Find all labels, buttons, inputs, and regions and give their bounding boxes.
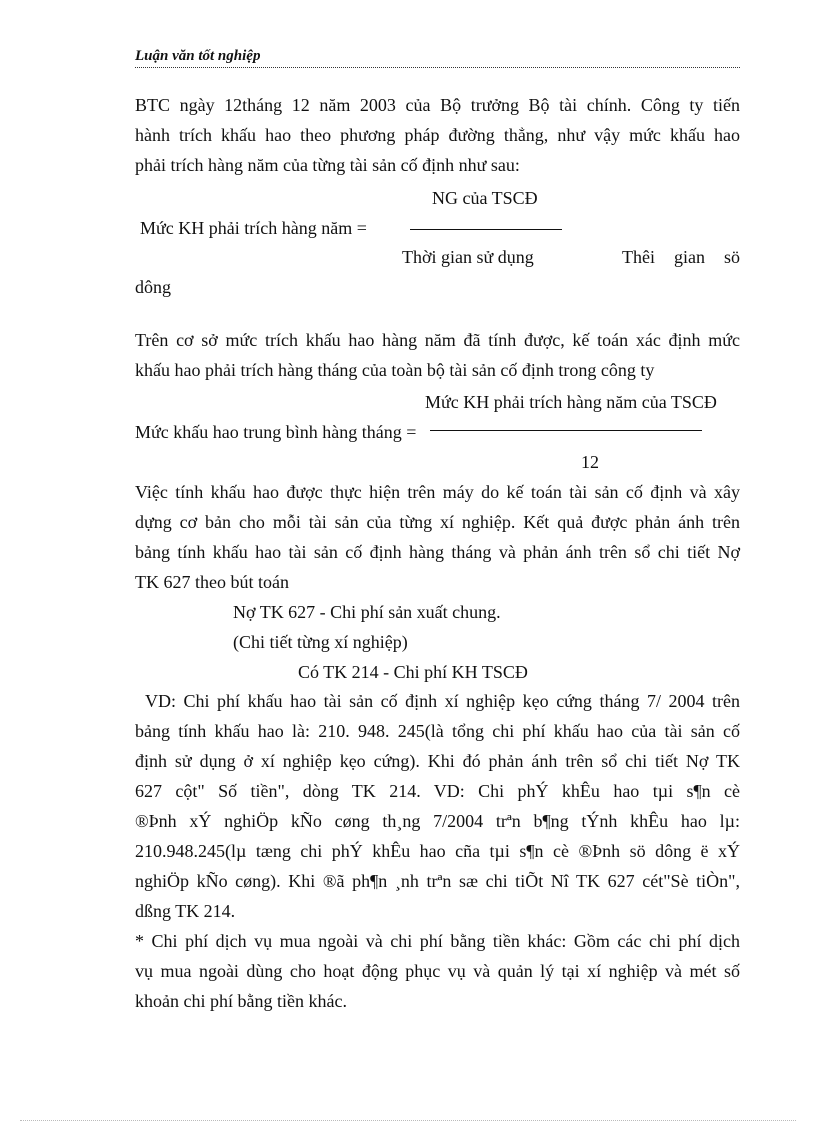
text-line: 627 cột" Số tiền", dòng TK 214. VD: Chi phÝ khÊu hao tµi s¶n cè: [135, 781, 740, 801]
formula1-garbled-text: Thêi gian sö: [622, 247, 740, 267]
text-line: BTC ngày 12tháng 12 năm 2003 của Bộ trưởng Bộ tài chính. Công ty tiến: [135, 95, 740, 115]
formula1-fraction-bar: [410, 229, 562, 230]
header-title: Luận văn tốt nghiệp: [135, 48, 261, 64]
text-line: ®Þnh xÝ nghiÖp kÑo cøng th¸ng 7/2004 trªn b¶ng tÝnh khÊu hao lµ:: [135, 811, 740, 831]
text-line: Trên cơ sở mức trích khấu hao hàng năm đã tính được, kế toán xác định mức: [135, 330, 740, 350]
text-line: Việc tính khấu hao được thực hiện trên máy do kế toán tài sản cố định và xây: [135, 482, 740, 502]
entry-credit: Có TK 214 - Chi phí KH TSCĐ: [298, 662, 528, 682]
text-line: dßng TK 214.: [135, 901, 236, 921]
text-line: nghiÖp kÑo cøng). Khi ®ã ph¶n ¸nh trªn sæ chi tiÕt Nî TK 627 cét"Sè tiÒn",: [135, 871, 740, 891]
text-line: khấu hao phải trích hàng tháng của toàn bộ tài sản cố định trong công ty: [135, 360, 655, 380]
text-line: dựng cơ bản cho mỗi tài sản của từng xí nghiệp. Kết quả được phản ánh trên: [135, 512, 740, 532]
formula1-denominator: Thời gian sử dụng: [402, 247, 534, 267]
text-line: bảng tính khấu hao tài sản cố định hàng tháng và phản ánh trên sổ chi tiết Nợ: [135, 542, 740, 562]
page-bottom-divider: [20, 1120, 796, 1121]
entry-detail: (Chi tiết từng xí nghiệp): [233, 632, 408, 652]
formula2-numerator: Mức KH phải trích hàng năm của TSCĐ: [425, 392, 717, 412]
header-divider: [135, 67, 740, 68]
text-line: vụ mua ngoài dùng cho hoạt động phục vụ và quản lý tại xí nghiệp và mét số: [135, 961, 740, 981]
text-line: 210.948.245(lµ tæng chi phÝ khÊu hao cña tµi s¶n cè ®Þnh sö dông ë xÝ: [135, 841, 740, 861]
text-line: định sử dụng ở xí nghiệp kẹo cứng). Khi đó phản ánh trên sổ chi tiết Nợ TK: [135, 751, 740, 771]
text-line: * Chi phí dịch vụ mua ngoài và chi phí bằng tiền khác: Gồm các chi phí dịch: [135, 931, 740, 951]
formula2-denominator: 12: [581, 452, 599, 472]
text-line: khoản chi phí bằng tiền khác.: [135, 991, 347, 1011]
formula1-garbled-cont: dông: [135, 277, 171, 297]
text-line: VD: Chi phí khấu hao tài sản cố định xí nghiệp kẹo cứng tháng 7/ 2004 trên: [145, 691, 740, 711]
text-line: phải trích hàng năm của từng tài sản cố định như sau:: [135, 155, 520, 175]
text-line: hành trích khấu hao theo phương pháp đường thẳng, như vậy mức khấu hao: [135, 125, 740, 145]
text-line: TK 627 theo bút toán: [135, 572, 289, 592]
formula1-lhs: Mức KH phải trích hàng năm =: [140, 218, 367, 238]
entry-debit: Nợ TK 627 - Chi phí sản xuất chung.: [233, 602, 501, 622]
text-line: bảng tính khấu hao là: 210. 948. 245(là tổng chi phí khấu hao của tài sản cố: [135, 721, 740, 741]
formula2-lhs: Mức khấu hao trung bình hàng tháng =: [135, 422, 417, 442]
formula1-numerator: NG của TSCĐ: [432, 188, 538, 208]
formula2-fraction-bar: [430, 430, 702, 431]
